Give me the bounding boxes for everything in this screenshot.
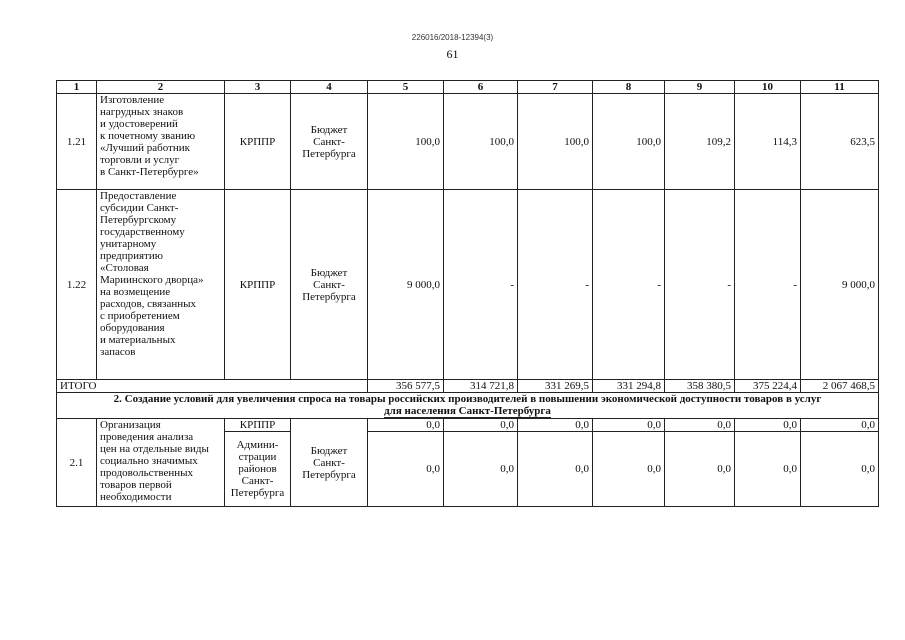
section-heading-row: [57, 393, 879, 419]
row-number: 2.1: [57, 419, 97, 507]
total-value: 358 380,5: [665, 380, 735, 393]
row-funding-source: Бюджет Санкт- Петербурга: [291, 419, 368, 507]
column-header: 8: [593, 81, 665, 94]
section-heading-line1: 2. Создание условий для увеличения спроса на товары российских производителей в повышении экономической доступности товаров в услуг: [113, 393, 822, 405]
row-value: 114,3: [735, 94, 801, 190]
row-value: 0,0: [665, 432, 735, 507]
row-number: 1.22: [57, 190, 97, 380]
column-number-header-row: [57, 81, 879, 94]
total-value: 314 721,8: [444, 380, 518, 393]
document-code: 226016/2018-12394(3): [411, 33, 494, 42]
budget-table: [56, 80, 879, 507]
row-description: Изготовление нагрудных знаков и удостоверений к почетному званию «Лучший работник торговли и услуг в Санкт-Петербурге»: [97, 94, 225, 190]
row-description: Организация проведения анализа цен на отдельные виды социально значимых продовольственных товаров первой необходимости: [97, 419, 225, 507]
row-value: 100,0: [518, 94, 593, 190]
row-value: 0,0: [518, 419, 593, 432]
row-value: 0,0: [593, 419, 665, 432]
column-header: 10: [735, 81, 801, 94]
row-value: 100,0: [593, 94, 665, 190]
total-value: 331 269,5: [518, 380, 593, 393]
row-description: Предоставление субсидии Санкт- Петербургскому государственному унитарному предприятию «Столовая Мариинского дворца» на возмещение расходов, связанных с приобретением оборудования и материальных запасов: [97, 190, 225, 380]
section-heading: [57, 393, 879, 419]
row-value: 0,0: [444, 432, 518, 507]
column-header: 2: [97, 81, 225, 94]
row-value: 100,0: [444, 94, 518, 190]
table-row: [57, 94, 879, 190]
row-value: 623,5: [801, 94, 879, 190]
row-value: 0,0: [368, 432, 444, 507]
row-executor: КРППР: [225, 190, 291, 380]
row-number: 1.21: [57, 94, 97, 190]
column-header: 4: [291, 81, 368, 94]
row-value: 9 000,0: [801, 190, 879, 380]
column-header: 5: [368, 81, 444, 94]
row-value: -: [444, 190, 518, 380]
table-row: [57, 190, 879, 380]
row-executor: КРППР: [225, 419, 291, 432]
total-label: ИТОГО: [57, 380, 368, 393]
row-value: -: [518, 190, 593, 380]
row-value: -: [665, 190, 735, 380]
total-value: 356 577,5: [368, 380, 444, 393]
column-header: 1: [57, 81, 97, 94]
table-row: [57, 419, 879, 432]
row-value: 100,0: [368, 94, 444, 190]
total-row: [57, 380, 879, 393]
row-value: 0,0: [444, 419, 518, 432]
row-value: 0,0: [518, 432, 593, 507]
column-header: 3: [225, 81, 291, 94]
row-value: 0,0: [801, 432, 879, 507]
column-header: 7: [518, 81, 593, 94]
total-value: 375 224,4: [735, 380, 801, 393]
total-value: 2 067 468,5: [801, 380, 879, 393]
page-number: 61: [446, 47, 459, 61]
row-value: 0,0: [368, 419, 444, 432]
total-value: 331 294,8: [593, 380, 665, 393]
column-header: 11: [801, 81, 879, 94]
row-funding-source: Бюджет Санкт- Петербурга: [291, 94, 368, 190]
row-value: -: [735, 190, 801, 380]
row-value: 0,0: [593, 432, 665, 507]
row-value: -: [593, 190, 665, 380]
row-value: 0,0: [801, 419, 879, 432]
row-executor: Админи- страции районов Санкт- Петербурга: [225, 432, 291, 507]
row-executor: КРППР: [225, 94, 291, 190]
column-header: 9: [665, 81, 735, 94]
row-funding-source: Бюджет Санкт- Петербурга: [291, 190, 368, 380]
column-header: 6: [444, 81, 518, 94]
row-value: 0,0: [735, 419, 801, 432]
row-value: 109,2: [665, 94, 735, 190]
row-value: 9 000,0: [368, 190, 444, 380]
section-heading-line2: для населения Санкт-Петербурга: [384, 405, 551, 417]
row-value: 0,0: [735, 432, 801, 507]
row-value: 0,0: [665, 419, 735, 432]
